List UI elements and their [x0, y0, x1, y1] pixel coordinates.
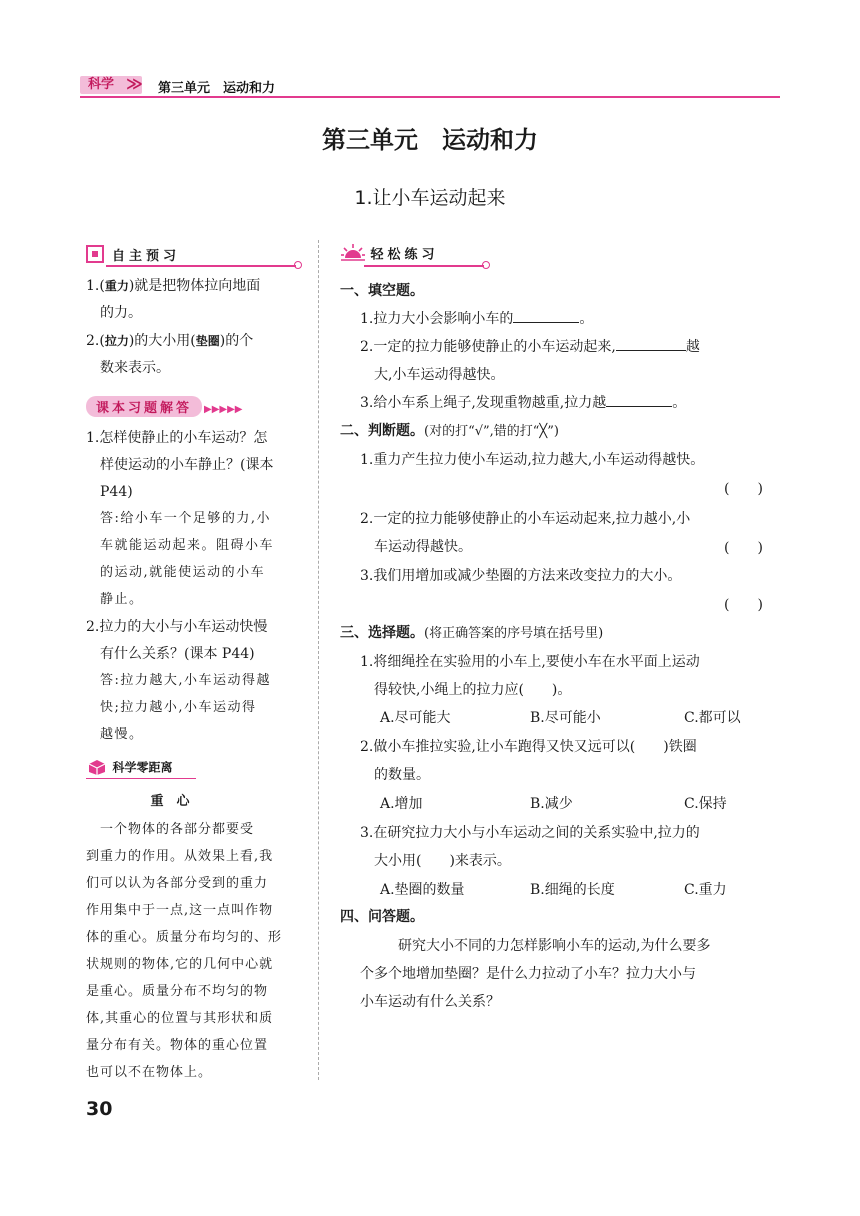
choice-q3-opt-a: A.垫圈的数量 [380, 882, 465, 898]
preview-q1 [86, 273, 260, 299]
qa-line-1: 研究大小不同的力怎样影响小车的运动,为什么要多 [398, 938, 711, 954]
essay-line-5: 体的重心。质量分布均匀的、形 [86, 930, 283, 945]
essay-title: 重 心 [150, 794, 190, 809]
preview-q2 [86, 328, 253, 354]
choice-q2-opt-c: C.保持 [684, 796, 727, 812]
essay-line-8: 体,其重心的位置与其形状和质 [86, 1011, 274, 1026]
badge-underline [86, 778, 196, 779]
q2-suffix: )的个 [219, 333, 254, 349]
judge-q2-line2: 车运动得越快。 [374, 539, 472, 555]
textbook-a2-line1: 答:拉力越大,小车运动得越 [100, 673, 272, 688]
essay-line-2: 到重力的作用。从效果上看,我 [86, 849, 274, 864]
textbook-a1-line4: 静止。 [100, 592, 144, 607]
q1-answer: 重力 [104, 279, 129, 293]
qa-heading: 四、问答题。 [340, 909, 424, 925]
judge-q3: 3.我们用增加或减少垫圈的方法来改变拉力的大小。 [360, 568, 682, 584]
fill-q3-text: 3.给小车系上绳子,发现重物越重,拉力越 [360, 395, 607, 411]
page-number: 30 [86, 1098, 113, 1120]
textbook-label: 课本习题解答 [86, 396, 202, 417]
essay-line-6: 状规则的物体,它的几何中心就 [86, 957, 274, 972]
textbook-a1-line1: 答:给小车一个足够的力,小 [100, 511, 272, 526]
header-breadcrumb [158, 77, 275, 96]
choice-heading-text: 三、选择题。 [340, 625, 424, 641]
q2-answer2: 垫圈 [195, 334, 220, 348]
qa-line-2: 个多个地增加垫圈？是什么力拉动了小车？拉力大小与 [360, 966, 696, 982]
preview-q1-line2: 的力。 [100, 305, 142, 321]
q2-prefix: 2.( [86, 333, 105, 349]
choice-q3: 3.在研究拉力大小与小车运动之间的关系实验中,拉力的 [360, 825, 700, 841]
badge-underline [106, 265, 296, 267]
title-topic: 运动和力 [442, 126, 538, 154]
column-divider [318, 240, 319, 1080]
textbook-a1-line2: 车就能运动起来。阻碍小车 [100, 538, 275, 553]
fill-q2 [360, 333, 700, 361]
fill-q1 [360, 305, 593, 333]
box-icon [86, 758, 108, 776]
choice-q1-line2: 得较快,小绳上的拉力应( )。 [374, 682, 572, 698]
q2-answer: 拉力 [104, 334, 129, 348]
answer-blank[interactable] [616, 334, 686, 351]
preview-badge [86, 243, 216, 269]
practice-label: 轻松练习 [370, 247, 439, 263]
badge-underline [364, 265, 484, 267]
fill-q2-text: 2.一定的拉力能够使静止的小车运动起来, [360, 339, 616, 355]
choice-note: (将正确答案的序号填在括号里) [424, 626, 604, 641]
judge-note: (对的打“√”,错的打“╳”) [424, 424, 559, 439]
essay-line-7: 是重心。质量分布不均匀的物 [86, 984, 269, 999]
fill-q3 [360, 389, 686, 417]
q1-suffix: )就是把物体拉向地面 [128, 278, 261, 294]
title-unit: 第三单元 [322, 126, 418, 154]
fill-heading: 一、填空题。 [340, 283, 424, 299]
qa-line-3: 小车运动有什么关系？ [360, 994, 500, 1010]
q1-prefix: 1.( [86, 278, 105, 294]
fill-q3-end: 。 [672, 395, 687, 411]
practice-badge [340, 243, 439, 263]
header-rule [80, 96, 780, 98]
page-title [0, 120, 860, 155]
sun-icon [340, 243, 366, 263]
choice-q3-opt-c: C.重力 [684, 882, 727, 898]
header-topic: 运动和力 [223, 81, 276, 96]
choice-q2-opt-b: B.减少 [530, 796, 573, 812]
dot-icon [294, 261, 302, 269]
textbook-a2-line2: 快;拉力越小,小车运动得 [100, 700, 257, 715]
choice-q1-opt-a: A.尽可能大 [380, 710, 451, 726]
choice-q2: 2.做小车推拉实验,让小车跑得又快又远可以( )铁圈 [360, 739, 697, 755]
essay-line-4: 作用集中于一点,这一点叫作物 [86, 903, 274, 918]
textbook-q2-line2: 有什么关系？(课本 P44) [100, 646, 255, 662]
choice-q2-opt-a: A.增加 [380, 796, 423, 812]
fill-q1-end: 。 [579, 311, 594, 327]
judge-q2: 2.一定的拉力能够使静止的小车运动起来,拉力越小,小 [360, 511, 691, 527]
choice-q1-opt-b: B.尽可能小 [530, 710, 601, 726]
science-label: 科学零距离 [112, 760, 173, 775]
textbook-q2-line1: 2.拉力的大小与小车运动快慢 [86, 619, 268, 635]
choice-q3-opt-b: B.细绳的长度 [530, 882, 615, 898]
answer-paren[interactable]: ( ) [724, 540, 763, 556]
judge-heading-text: 二、判断题。 [340, 423, 424, 439]
answer-paren[interactable]: ( ) [724, 481, 763, 497]
textbook-a2-line3: 越慢。 [100, 727, 144, 742]
answer-blank[interactable] [513, 306, 579, 323]
essay-line-10: 也可以不在物体上。 [86, 1065, 213, 1080]
preview-q2-line2: 数来表示。 [100, 360, 170, 376]
choice-q3-line2: 大小用( )来表示。 [374, 853, 511, 869]
choice-q1-opt-c: C.都可以 [684, 710, 741, 726]
textbook-q1-line1: 1.怎样使静止的小车运动？怎 [86, 430, 268, 446]
q2-middle: )的大小用( [128, 333, 196, 349]
answer-paren[interactable]: ( ) [724, 597, 763, 613]
textbook-q1-line2: 样使运动的小车静止？(课本 [100, 457, 274, 473]
chevron-icon: ≫ [126, 74, 138, 93]
judge-q1: 1.重力产生拉力使小车运动,拉力越大,小车运动得越快。 [360, 452, 705, 468]
choice-heading [340, 622, 603, 642]
science-badge [86, 758, 173, 776]
essay-line-3: 们可以认为各部分受到的重力 [86, 876, 269, 891]
fill-q1-text: 1.拉力大小会影响小车的 [360, 311, 514, 327]
choice-q2-line2: 的数量。 [374, 767, 430, 783]
header-unit: 第三单元 [158, 81, 211, 96]
answer-blank[interactable] [606, 390, 672, 407]
header-subject-tag: 科学 [80, 76, 142, 94]
lesson-title: 1.让小车运动起来 [354, 187, 506, 209]
arrows-icon: ▶▶▶▶▶ [204, 404, 243, 415]
square-icon [86, 245, 104, 263]
textbook-a1-line3: 的运动,就能使运动的小车 [100, 565, 266, 580]
textbook-badge [86, 396, 242, 417]
preview-label: 自主预习 [112, 249, 181, 264]
textbook-q1-line3: P44) [100, 484, 133, 500]
fill-q2-end: 越 [685, 339, 700, 355]
choice-q1: 1.将细绳拴在实验用的小车上,要使小车在水平面上运动 [360, 654, 700, 670]
judge-heading [340, 420, 559, 440]
essay-line-1: 一个物体的各部分都要受 [86, 822, 255, 837]
fill-q2-line2: 大,小车运动得越快。 [374, 367, 505, 383]
dot-icon [482, 261, 490, 269]
essay-line-9: 量分布有关。物体的重心位置 [86, 1038, 269, 1053]
